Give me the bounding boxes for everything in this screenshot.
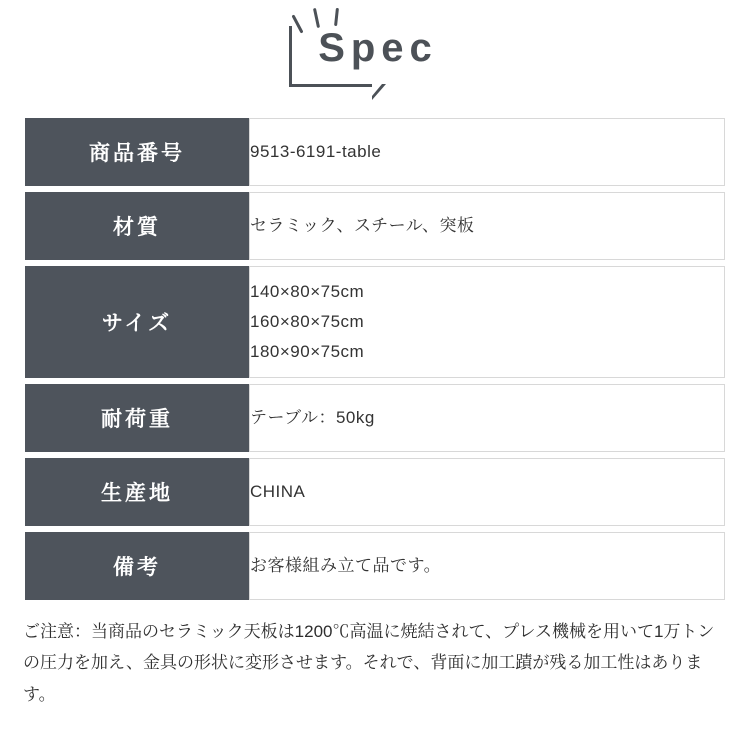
spec-value-load-capacity: テーブル：50kg bbox=[249, 384, 725, 452]
speech-bubble-bottom-edge bbox=[289, 84, 375, 87]
spec-label-origin: 生産地 bbox=[25, 458, 249, 526]
spec-value-origin: CHINA bbox=[249, 458, 725, 526]
spec-label-material: 材質 bbox=[25, 192, 249, 260]
table-row bbox=[25, 384, 725, 452]
caution-note: ご注意：当商品のセラミック天板は1200℃高温に焼結されて、プレス機械を用いて1万トンの圧力を加え、金具の形状に変形させます。それで、背面に加工蹟が残る加工性はあります。 bbox=[23, 622, 715, 704]
table-row bbox=[25, 192, 725, 260]
speech-bubble-tail-inner bbox=[372, 84, 382, 96]
page-title: Spec bbox=[318, 26, 438, 70]
size-option: 160×80×75cm bbox=[250, 312, 365, 332]
spec-label-load-capacity: 耐荷重 bbox=[25, 384, 249, 452]
size-option: 180×90×75cm bbox=[250, 341, 365, 361]
spec-value-size bbox=[249, 266, 725, 378]
table-row bbox=[25, 118, 725, 186]
spec-value-remarks: お客様組み立て品です。 bbox=[249, 532, 725, 600]
spec-table bbox=[25, 112, 725, 606]
spec-value-product-number: 9513-6191-table bbox=[249, 118, 725, 186]
table-row bbox=[25, 458, 725, 526]
spec-label-product-number: 商品番号 bbox=[25, 118, 249, 186]
spec-label-size: サイズ bbox=[25, 266, 249, 378]
spec-header bbox=[0, 0, 750, 112]
table-row bbox=[25, 266, 725, 378]
size-option: 140×80×75cm bbox=[250, 282, 365, 302]
spec-value-material: セラミック、スチール、突板 bbox=[249, 192, 725, 260]
table-row bbox=[25, 532, 725, 600]
spec-label-remarks: 備考 bbox=[25, 532, 249, 600]
